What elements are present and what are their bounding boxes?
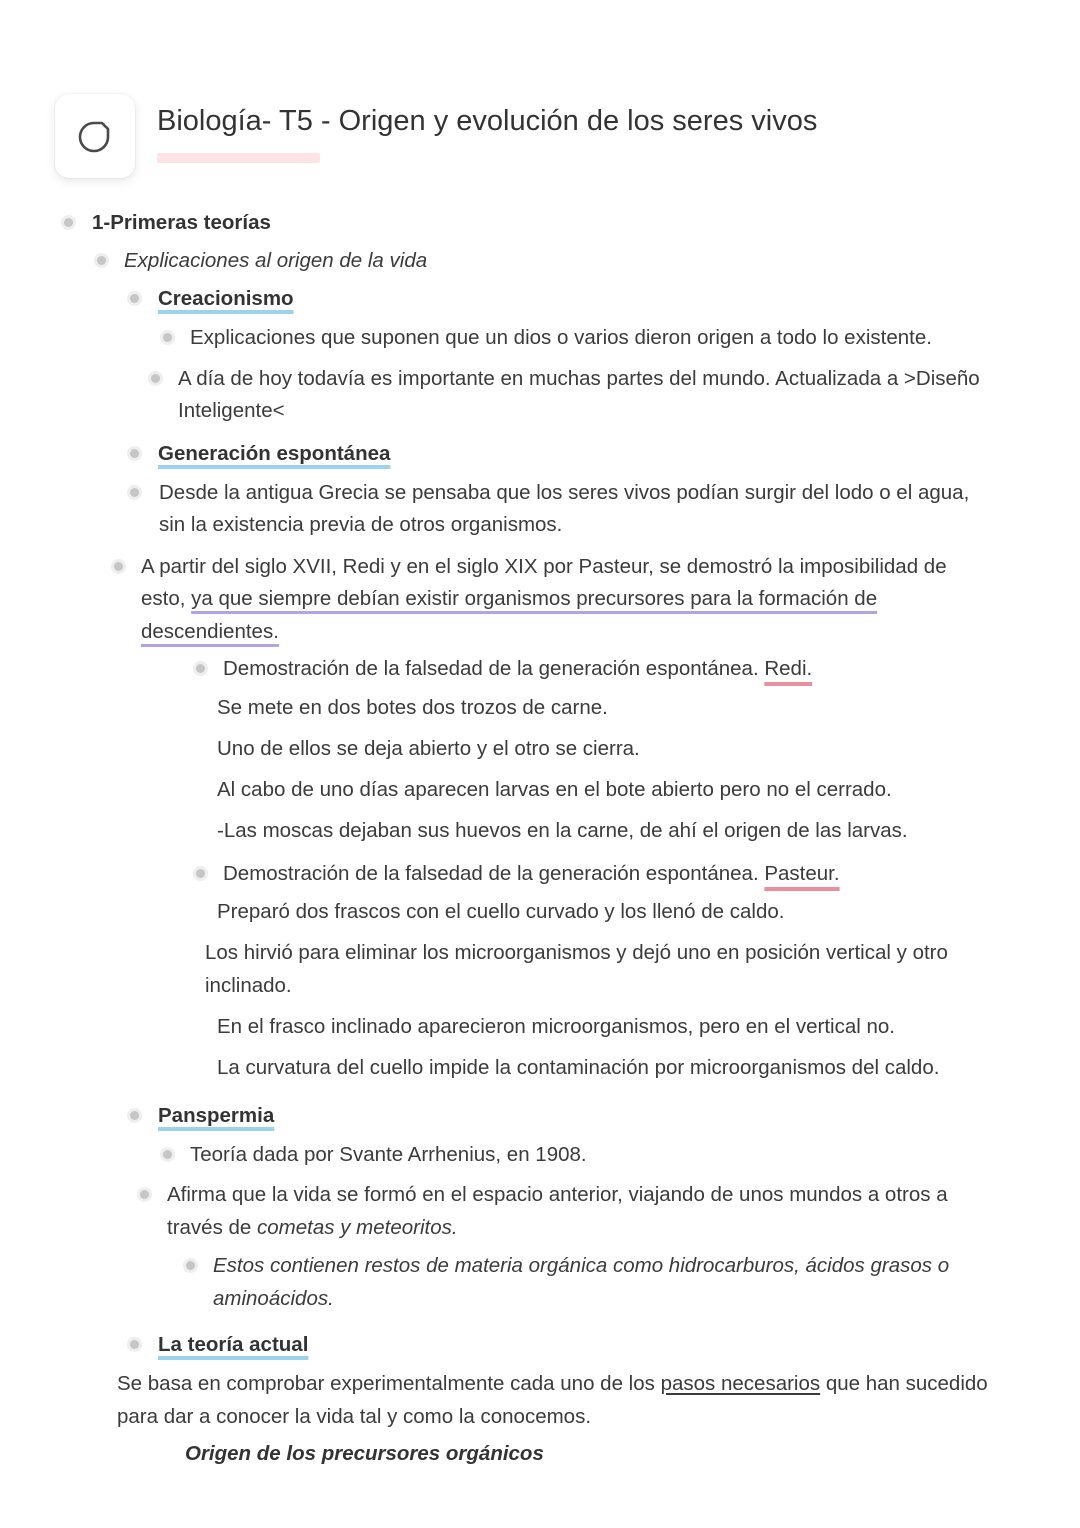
list-item: Explicaciones que suponen que un dios o varios dieron origen a todo lo existente.: [190, 326, 932, 349]
list-item-continuation: Inteligente<: [178, 399, 285, 422]
experiment-step: La curvatura del cuello impide la contaminación por microorganismos del caldo.: [217, 1056, 940, 1079]
paragraph-line: [117, 1367, 988, 1400]
list-item-continuation: [141, 615, 279, 648]
bullet-handle[interactable]: [196, 869, 205, 878]
highlighted-text: ya que siempre debían existir organismos precursores para la formación de: [191, 587, 878, 610]
experiment-label: Demostración de la falsedad de la generación espontánea.: [223, 657, 765, 680]
list-item: Afirma que la vida se formó en el espacio anterior, viajando de unos mundos a otros a: [167, 1183, 948, 1206]
bullet-handle[interactable]: [130, 1111, 139, 1120]
page-icon-button[interactable]: [55, 94, 135, 178]
topic-heading-actual: [158, 1328, 308, 1361]
list-item-continuation: [167, 1211, 458, 1244]
bullet-handle[interactable]: [163, 1150, 172, 1159]
experiment-step: Al cabo de uno días aparecen larvas en el bote abierto pero no el cerrado.: [217, 778, 892, 801]
title-accent-bar: [157, 153, 320, 163]
text-segment: esto,: [141, 587, 192, 610]
experiment-step-continuation: inclinado.: [205, 974, 292, 997]
bullet-handle[interactable]: [140, 1190, 149, 1199]
bullet-handle[interactable]: [130, 1340, 139, 1349]
experiment-step: Se mete en dos botes dos trozos de carne.: [217, 696, 608, 719]
experiment-step: Los hirvió para eliminar los microorganismos y dejó uno en posición vertical y otro: [205, 941, 948, 964]
subsection-title: Origen de los precursores orgánicos: [185, 1442, 544, 1465]
bullet-handle[interactable]: [196, 664, 205, 673]
bullet-handle[interactable]: [151, 374, 160, 383]
list-item: Estos contienen restos de materia orgánica como hidrocarburos, ácidos grasos o: [213, 1254, 950, 1277]
topic-title: Generación espontánea: [158, 442, 391, 465]
bullet-handle[interactable]: [130, 488, 139, 497]
list-item: Desde la antigua Grecia se pensaba que los seres vivos podían surgir del lodo o el agua,: [159, 481, 970, 504]
topic-title: Creacionismo: [158, 287, 294, 310]
section-subheading: Explicaciones al origen de la vida: [124, 249, 428, 272]
bullet-handle[interactable]: [97, 256, 106, 265]
experiment-heading-redi: [223, 652, 812, 685]
list-item: A día de hoy todavía es importante en muchas partes del mundo. Actualizada a >Diseño: [178, 367, 980, 390]
experiment-label: Demostración de la falsedad de la generación espontánea.: [223, 862, 765, 885]
bullet-handle[interactable]: [130, 294, 139, 303]
highlighted-text: descendientes.: [141, 620, 279, 643]
note-icon: [55, 94, 135, 178]
scientist-name: Redi.: [764, 657, 813, 680]
topic-title: Panspermia: [158, 1104, 275, 1127]
experiment-step: En el frasco inclinado aparecieron microorganismos, pero en el vertical no.: [217, 1015, 895, 1038]
pasos-necesarios-link[interactable]: pasos necesarios: [660, 1372, 821, 1395]
section-heading: 1-Primeras teorías: [92, 211, 271, 234]
text-segment: Se basa en comprobar experimentalmente cada uno de los: [117, 1372, 661, 1395]
bullet-handle[interactable]: [163, 333, 172, 342]
list-item-continuation: sin la existencia previa de otros organismos.: [159, 513, 563, 536]
experiment-heading-pasteur: [223, 857, 840, 890]
list-item: Teoría dada por Svante Arrhenius, en 1908.: [190, 1143, 587, 1166]
experiment-step: Uno de ellos se deja abierto y el otro se cierra.: [217, 737, 640, 760]
text-segment: través de: [167, 1216, 258, 1239]
experiment-step: -Las moscas dejaban sus huevos en la carne, de ahí el origen de las larvas.: [217, 819, 908, 842]
bullet-handle[interactable]: [130, 449, 139, 458]
bullet-handle[interactable]: [114, 562, 123, 571]
topic-title: La teoría actual: [158, 1333, 309, 1356]
paragraph-line: para dar a conocer la vida tal y como la conocemos.: [117, 1405, 592, 1428]
scientist-name: Pasteur.: [764, 862, 840, 885]
topic-heading-generacion: [158, 437, 390, 470]
experiment-step: Preparó dos frascos con el cuello curvado y los llenó de caldo.: [217, 900, 785, 923]
page-title: Biología- T5 - Origen y evolución de los seres vivos: [157, 105, 818, 137]
bullet-handle[interactable]: [64, 218, 73, 227]
bullet-handle[interactable]: [186, 1261, 195, 1270]
list-item-continuation: [141, 582, 877, 615]
topic-heading-panspermia: [158, 1099, 274, 1132]
italic-text: cometas y meteoritos.: [257, 1216, 458, 1239]
list-item-continuation: aminoácidos.: [213, 1287, 334, 1310]
text-segment: que han sucedido: [820, 1372, 988, 1395]
list-item: A partir del siglo XVII, Redi y en el siglo XIX por Pasteur, se demostró la imposibilidad de: [141, 555, 947, 578]
topic-heading-creacionismo: [158, 282, 294, 315]
